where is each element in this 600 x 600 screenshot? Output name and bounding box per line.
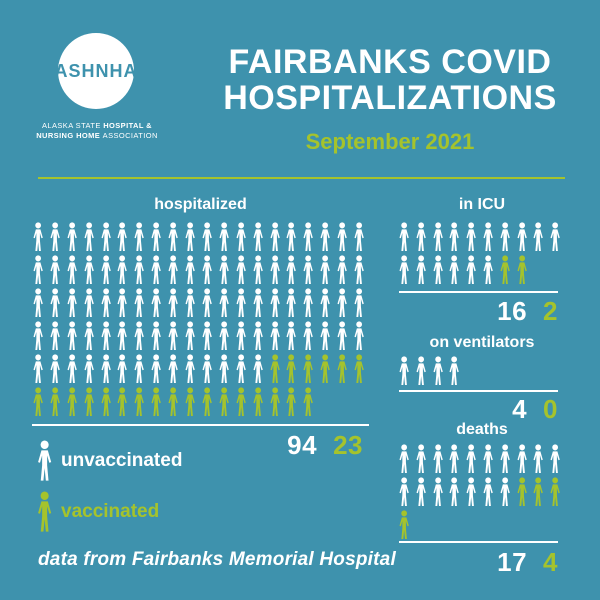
person-icon-unvaccinated [398,255,412,285]
person-icon-vaccinated [83,387,97,417]
section-label-hospitalized: hospitalized [154,196,247,213]
person-icon-unvaccinated [516,222,530,252]
person-icon-unvaccinated [269,222,283,252]
person-icon-vaccinated [336,354,350,384]
person-icon-vaccinated [499,255,513,285]
person-icon-unvaccinated [116,222,130,252]
logo-subtitle-line2-normal: ASSOCIATION [102,131,158,140]
person-icon-unvaccinated [150,222,164,252]
person-icon-unvaccinated [49,321,63,351]
hospitalized-vaccinated-count: 23 [333,430,363,460]
person-icon-unvaccinated [319,288,333,318]
person-icon-unvaccinated [201,255,215,285]
person-icon-unvaccinated [235,288,249,318]
person-icon-unvaccinated [432,255,446,285]
person-icon-unvaccinated [201,354,215,384]
icu-vaccinated-count: 2 [543,296,558,326]
person-icon-unvaccinated [448,477,462,507]
person-icon-vaccinated [285,387,299,417]
person-icon-unvaccinated [482,444,496,474]
person-icon-vaccinated [218,387,232,417]
person-icon-unvaccinated [319,255,333,285]
person-icon-unvaccinated [465,255,479,285]
person-icon-unvaccinated [218,354,232,384]
person-icon-unvaccinated [49,222,63,252]
icu-stats [399,296,558,327]
person-icon-unvaccinated [302,255,316,285]
person-icon-unvaccinated [549,222,563,252]
person-icon-unvaccinated [32,222,46,252]
icu-divider [399,291,558,293]
person-icon-unvaccinated [184,255,198,285]
person-icon-unvaccinated [252,288,266,318]
person-icon-vaccinated [100,387,114,417]
person-icon-vaccinated [549,477,563,507]
person-icon-unvaccinated [353,255,367,285]
person-icon-unvaccinated [66,321,80,351]
person-icon-unvaccinated [150,255,164,285]
person-icon-unvaccinated [100,354,114,384]
person-icon-vaccinated [66,387,80,417]
logo-subtitle-line2-bold: NURSING HOME [36,131,103,140]
person-icon-unvaccinated [235,354,249,384]
person-icon-unvaccinated [201,288,215,318]
person-icon-unvaccinated [448,444,462,474]
person-icon-unvaccinated [549,444,563,474]
pictograph-grid-deaths [398,444,566,540]
person-icon-unvaccinated [353,321,367,351]
person-icon-unvaccinated [415,477,429,507]
person-icon-unvaccinated [133,321,147,351]
deaths-vaccinated-count: 4 [543,547,558,577]
person-icon-unvaccinated [336,255,350,285]
ashnha-logo-text: ASHNHA [54,60,138,81]
person-icon-unvaccinated [83,255,97,285]
hospitalized-divider [32,424,369,426]
person-icon-unvaccinated [465,444,479,474]
person-icon-unvaccinated [133,354,147,384]
person-icon-unvaccinated [415,255,429,285]
person-icon-vaccinated [235,387,249,417]
person-icon-unvaccinated [336,222,350,252]
page-title-line1: FAIRBANKS COVID [228,43,552,81]
person-icon-unvaccinated [66,222,80,252]
person-icon-unvaccinated [184,354,198,384]
person-icon-unvaccinated [32,321,46,351]
person-icon-unvaccinated [398,222,412,252]
person-icon-unvaccinated [133,255,147,285]
person-icon-vaccinated [32,387,46,417]
legend-unvaccinated-label: unvaccinated [61,450,183,471]
person-icon-unvaccinated [448,255,462,285]
person-icon-unvaccinated [432,222,446,252]
person-icon-unvaccinated [66,354,80,384]
legend-vaccinated-label: vaccinated [61,501,160,522]
person-icon-unvaccinated [83,321,97,351]
ventilators-unvaccinated-count: 4 [512,394,528,424]
person-icon-unvaccinated [167,288,181,318]
person-icon-vaccinated [398,510,412,540]
person-icon-unvaccinated [353,222,367,252]
person-icon-vaccinated [49,387,63,417]
person-icon-unvaccinated [83,222,97,252]
logo-subtitle-line1 [18,121,176,131]
person-icon-unvaccinated [218,222,232,252]
person-icon-unvaccinated [499,444,513,474]
person-icon-unvaccinated [448,356,462,386]
person-icon-unvaccinated [415,444,429,474]
icu-unvaccinated-count: 16 [497,296,528,326]
person-icon-unvaccinated [201,321,215,351]
person-icon-unvaccinated [415,222,429,252]
person-icon-vaccinated [353,354,367,384]
person-icon-unvaccinated [116,321,130,351]
person-icon-unvaccinated [218,288,232,318]
person-icon-unvaccinated [83,354,97,384]
ventilators-vaccinated-count: 0 [543,394,558,424]
person-icon-vaccinated [516,477,530,507]
person-icon-unvaccinated [302,222,316,252]
person-icon-unvaccinated [116,255,130,285]
person-icon-unvaccinated [49,354,63,384]
person-icon-unvaccinated [269,255,283,285]
person-icon-unvaccinated [167,255,181,285]
person-icon-vaccinated [269,387,283,417]
header-divider [38,177,565,179]
person-icon-unvaccinated [482,222,496,252]
person-icon-unvaccinated [285,222,299,252]
person-icon-unvaccinated [432,477,446,507]
person-icon-unvaccinated [269,288,283,318]
person-icon-unvaccinated [235,255,249,285]
ashnha-logo-subtitle [18,121,176,141]
person-icon-unvaccinated [319,222,333,252]
person-icon-unvaccinated [516,444,530,474]
person-icon-unvaccinated [133,288,147,318]
person-icon-unvaccinated [167,321,181,351]
person-icon-unvaccinated [150,321,164,351]
person-icon-vaccinated [133,387,147,417]
person-icon-unvaccinated [448,222,462,252]
person-icon-unvaccinated [49,255,63,285]
legend-unvaccinated [36,440,182,482]
person-icon-unvaccinated [49,288,63,318]
person-icon-unvaccinated [465,222,479,252]
person-icon-unvaccinated [201,222,215,252]
person-icon-unvaccinated [285,255,299,285]
person-icon-unvaccinated [116,288,130,318]
page-subtitle: September 2021 [305,129,475,154]
person-icon-unvaccinated [167,222,181,252]
person-icon-unvaccinated [32,255,46,285]
person-icon-vaccinated [252,387,266,417]
person-icon-unvaccinated [532,444,546,474]
person-icon-unvaccinated [285,321,299,351]
person-icon-unvaccinated [415,356,429,386]
person-icon-unvaccinated [252,222,266,252]
person-icon-unvaccinated [302,288,316,318]
person-icon-vaccinated [302,354,316,384]
pictograph-grid-ventilators [398,356,566,386]
ashnha-logo [54,33,138,109]
logo-subtitle-line1-normal: ALASKA STATE [42,121,104,130]
person-icon-unvaccinated [319,321,333,351]
person-icon-vaccinated [167,387,181,417]
person-icon-unvaccinated [398,356,412,386]
person-icon-unvaccinated [398,477,412,507]
person-icon-unvaccinated [252,255,266,285]
data-source-note: data from Fairbanks Memorial Hospital [38,549,396,570]
person-icon-unvaccinated [100,255,114,285]
person-icon-vaccinated [319,354,333,384]
person-icon-unvaccinated [532,222,546,252]
person-icon-unvaccinated [252,354,266,384]
deaths-divider [399,541,558,543]
logo-subtitle-line2 [18,131,176,141]
person-icon-vaccinated [269,354,283,384]
unvaccinated-person-icon [36,440,55,482]
person-icon-vaccinated [516,255,530,285]
person-icon-unvaccinated [66,288,80,318]
person-icon-vaccinated [302,387,316,417]
person-icon-unvaccinated [218,321,232,351]
person-icon-vaccinated [532,477,546,507]
person-icon-unvaccinated [100,321,114,351]
logo-subtitle-line1-bold: HOSPITAL & [103,121,152,130]
hospitalized-unvaccinated-count: 94 [287,430,318,460]
person-icon-unvaccinated [285,288,299,318]
person-icon-vaccinated [184,387,198,417]
person-icon-unvaccinated [269,321,283,351]
person-icon-vaccinated [150,387,164,417]
header [205,44,575,155]
person-icon-unvaccinated [499,477,513,507]
page-title-line2: HOSPITALIZATIONS [223,79,557,117]
person-icon-unvaccinated [398,444,412,474]
vaccinated-person-icon [36,491,55,533]
person-icon-unvaccinated [482,477,496,507]
legend-vaccinated [36,491,159,533]
person-icon-unvaccinated [465,477,479,507]
person-icon-unvaccinated [218,255,232,285]
person-icon-unvaccinated [235,321,249,351]
person-icon-unvaccinated [66,255,80,285]
person-icon-unvaccinated [252,321,266,351]
person-icon-unvaccinated [353,288,367,318]
deaths-unvaccinated-count: 17 [497,547,528,577]
section-label-icu: in ICU [458,196,506,213]
person-icon-vaccinated [201,387,215,417]
person-icon-unvaccinated [432,356,446,386]
person-icon-unvaccinated [83,288,97,318]
person-icon-unvaccinated [302,321,316,351]
person-icon-vaccinated [285,354,299,384]
person-icon-unvaccinated [184,222,198,252]
ventilators-divider [399,390,558,392]
person-icon-unvaccinated [184,288,198,318]
person-icon-unvaccinated [32,354,46,384]
person-icon-unvaccinated [32,288,46,318]
section-label-deaths: deaths [456,421,508,438]
person-icon-unvaccinated [482,255,496,285]
person-icon-unvaccinated [336,321,350,351]
person-icon-unvaccinated [167,354,181,384]
person-icon-unvaccinated [235,222,249,252]
person-icon-unvaccinated [100,288,114,318]
person-icon-unvaccinated [432,444,446,474]
person-icon-unvaccinated [336,288,350,318]
person-icon-unvaccinated [116,354,130,384]
pictograph-grid-hospitalized [32,222,370,417]
person-icon-unvaccinated [150,288,164,318]
section-label-ventilators: on ventilators [429,334,535,351]
pictograph-grid-icu [398,222,566,285]
person-icon-vaccinated [116,387,130,417]
person-icon-unvaccinated [150,354,164,384]
person-icon-unvaccinated [499,222,513,252]
deaths-stats [399,547,558,578]
person-icon-unvaccinated [184,321,198,351]
person-icon-unvaccinated [133,222,147,252]
person-icon-unvaccinated [100,222,114,252]
